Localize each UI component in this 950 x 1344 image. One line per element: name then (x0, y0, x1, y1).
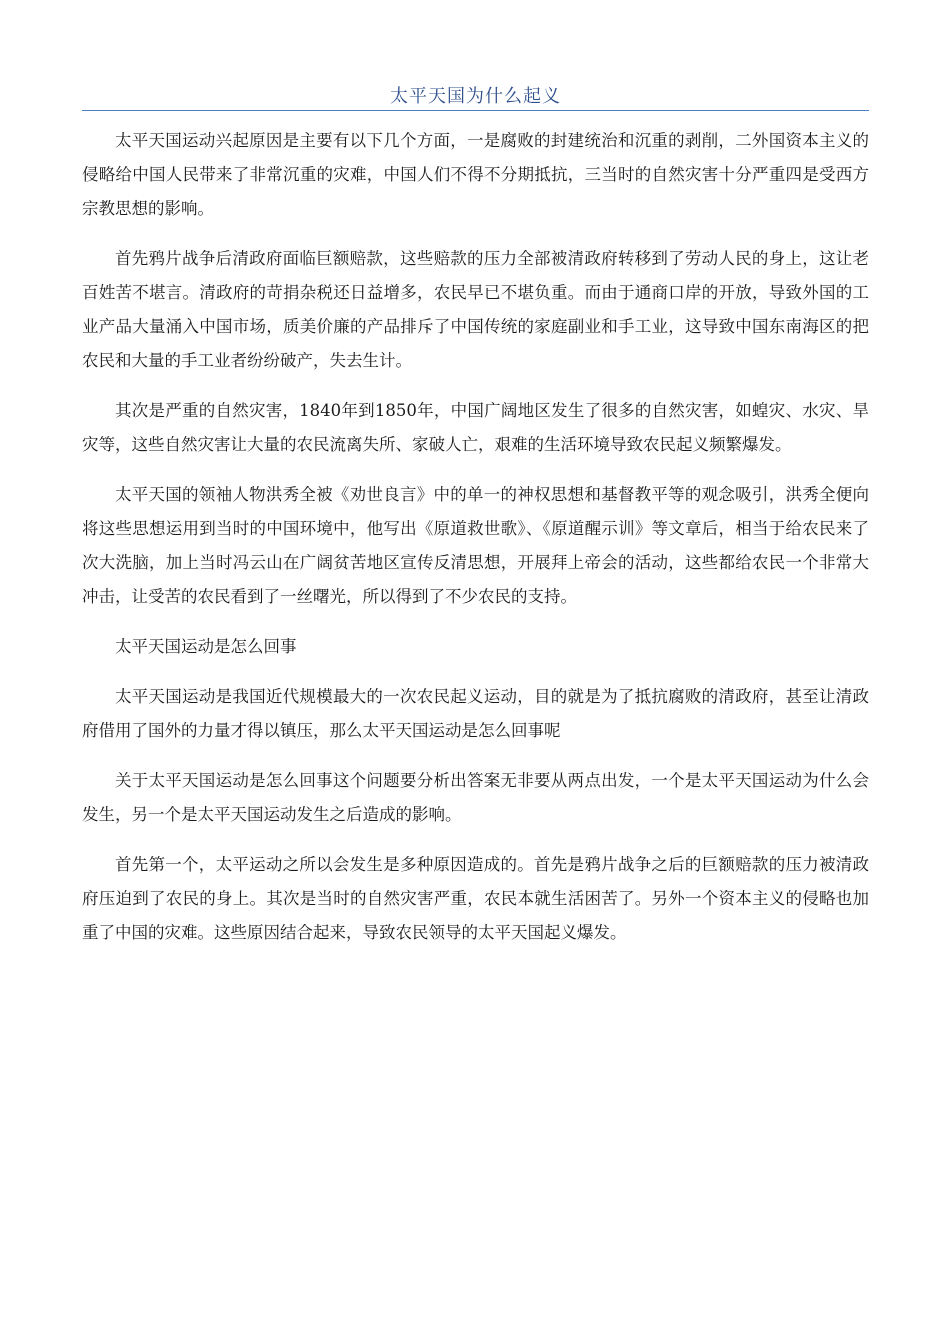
document-body (82, 124, 869, 966)
paragraph-analysis: 关于太平天国运动是怎么回事这个问题要分析出答案无非要从两点出发，一个是太平天国运动为什么会发生，另一个是太平天国运动发生之后造成的影响。 (82, 771, 869, 824)
paragraph-religious-influence: 太平天国的领袖人物洪秀全被《劝世良言》中的单一的神权思想和基督教平等的观念吸引，洪秀全便向将这些思想运用到当时的中国环境中，他写出《原道救世歌》、《原道醒示训》等文章后，相当于给农民来了次大洗脑，加上当时冯云山在广阔贫苦地区宣传反清思想，开展拜上帝会的活动，这些都给农民一个非常大冲击，让受苦的农民看到了一丝曙光，所以得到了不少农民的支持。 (82, 485, 869, 606)
paragraph-indemnity: 首先鸦片战争后清政府面临巨额赔款，这些赔款的压力全部被清政府转移到了劳动人民的身上，这让老百姓苦不堪言。清政府的苛捐杂税还日益增多，农民早已不堪负重。而由于通商口岸的开放，导致外国的工业产品大量涌入中国市场，质美价廉的产品排斥了中国传统的家庭副业和手工业，这导致中国东南海区的把农民和大量的手工业者纷纷破产，失去生计。 (82, 249, 869, 370)
section-heading: 太平天国运动是怎么回事 (115, 637, 297, 656)
paragraph-movement-intro: 太平天国运动是我国近代规模最大的一次农民起义运动，目的就是为了抵抗腐败的清政府，甚至让清政府借用了国外的力量才得以镇压，那么太平天国运动是怎么回事呢 (82, 687, 869, 740)
page-title: 太平天国为什么起义 (390, 86, 561, 107)
paragraph-conclusion: 首先第一个，太平运动之所以会发生是多种原因造成的。首先是鸦片战争之后的巨额赔款的压力被清政府压迫到了农民的身上。其次是当时的自然灾害严重，农民本就生活困苦了。另外一个资本主义的侵略也加重了中国的灾难。这些原因结合起来，导致农民领导的太平天国起义爆发。 (82, 855, 869, 942)
paragraph-causes-overview: 太平天国运动兴起原因是主要有以下几个方面，一是腐败的封建统治和沉重的剥削，二外国资本主义的侵略给中国人民带来了非常沉重的灾难，中国人们不得不分期抵抗，三当时的自然灾害十分严重四是受西方宗教思想的影响。 (82, 131, 869, 218)
paragraph-natural-disasters: 其次是严重的自然灾害，1840年到1850年，中国广阔地区发生了很多的自然灾害，如蝗灾、水灾、旱灾等，这些自然灾害让大量的农民流离失所、家破人亡，艰难的生活环境导致农民起义频繁爆发。 (82, 401, 869, 454)
page-header (82, 80, 869, 111)
